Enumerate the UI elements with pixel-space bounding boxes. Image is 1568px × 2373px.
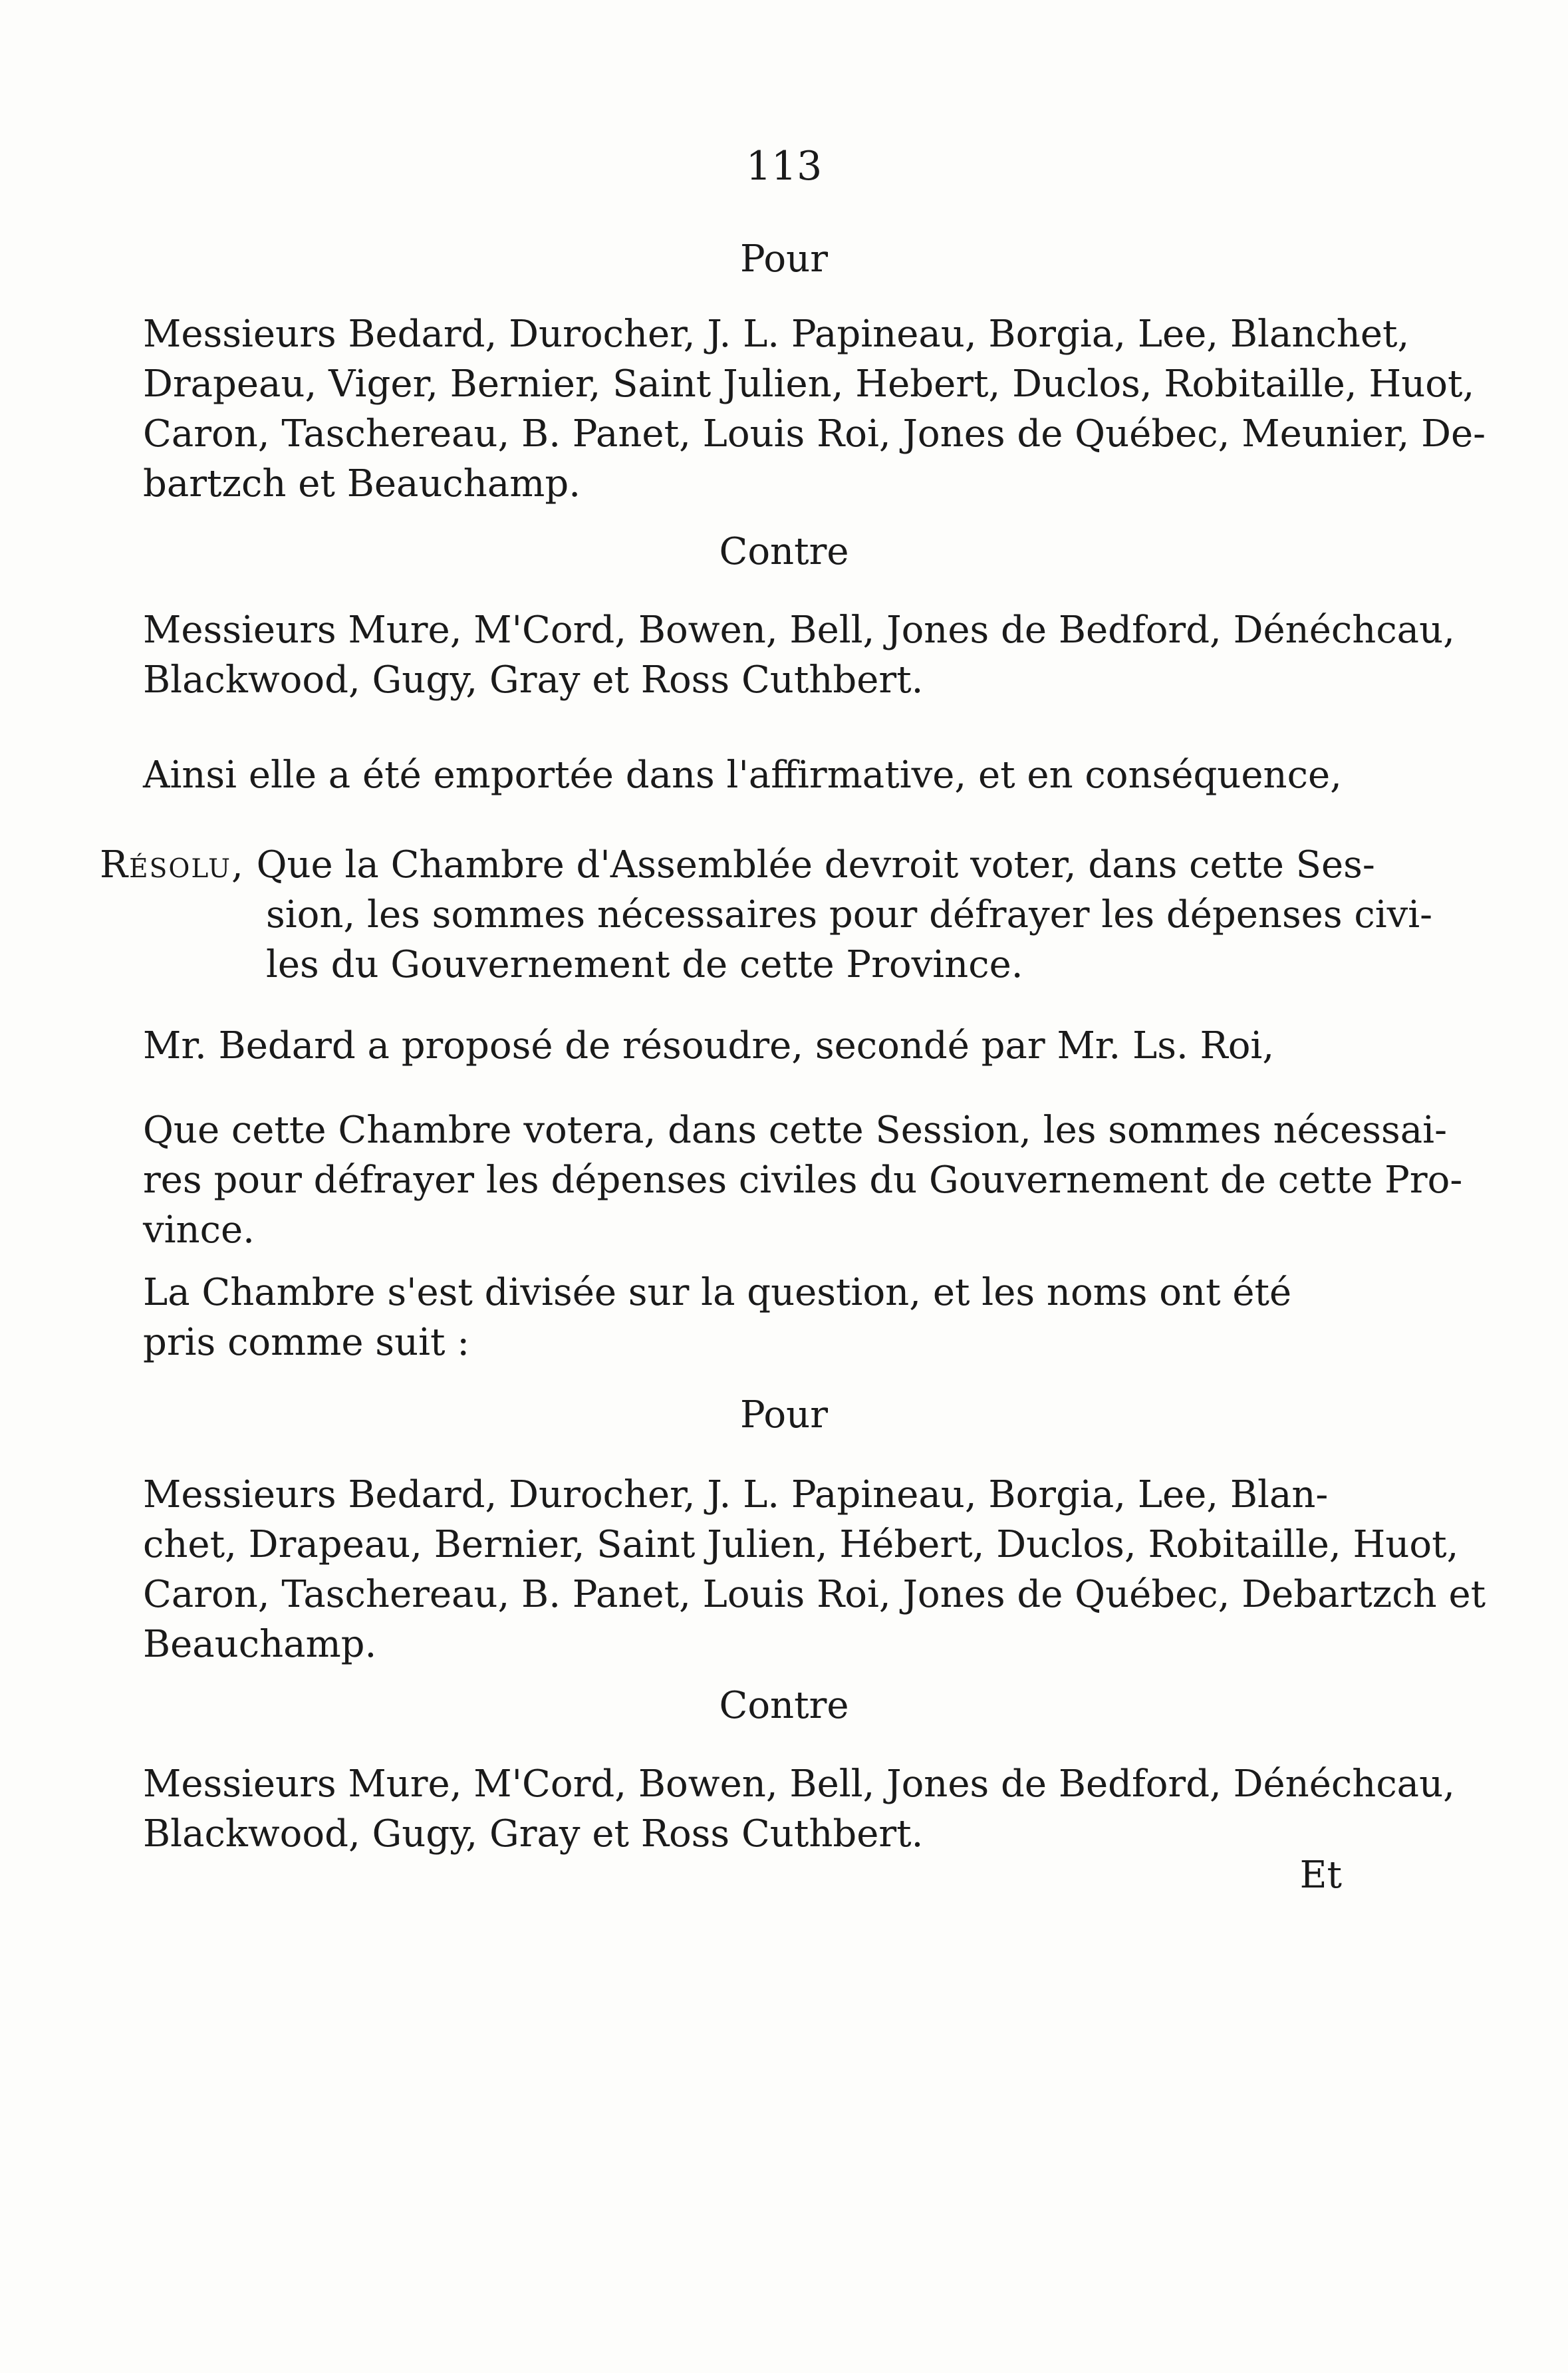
resolu-label: Résolu,	[100, 843, 245, 887]
pour-list-1-line: bartzch et Beauchamp.	[143, 462, 581, 505]
pour-heading-2: Pour	[740, 1393, 828, 1437]
contre-list-2	[100, 1759, 1455, 1859]
ainsi-paragraph: Ainsi elle a été emportée dans l'affirmative, et en conséquence,	[143, 754, 1342, 797]
resolu-paragraph	[100, 840, 1433, 990]
resolu-line: Que la Chambre d'Assemblée devroit voter, dans cette Ses-	[256, 843, 1375, 887]
pour-heading-1: Pour	[740, 237, 828, 281]
que-line: Que cette Chambre votera, dans cette Session, les sommes nécessai-	[143, 1109, 1447, 1152]
contre-list-2-line: Messieurs Mure, M'Cord, Bowen, Bell, Jones de Bedford, Dénéchcau,	[143, 1762, 1455, 1806]
page-number: 113	[745, 143, 823, 190]
resolu-line: sion, les sommes nécessaires pour défrayer les dépenses civi-	[266, 893, 1433, 936]
pour-list-1-line: Caron, Taschereau, B. Panet, Louis Roi, Jones de Québec, Meunier, De-	[143, 412, 1486, 456]
pour-list-2-line: Beauchamp.	[143, 1623, 377, 1666]
contre-list-1	[100, 605, 1455, 705]
pour-list-1-line: Messieurs Bedard, Durocher, J. L. Papineau, Borgia, Lee, Blanchet,	[143, 313, 1410, 356]
division-paragraph	[100, 1268, 1363, 1367]
division-line: pris comme suit :	[143, 1321, 470, 1364]
pour-list-2-line: Messieurs Bedard, Durocher, J. L. Papineau, Borgia, Lee, Blan-	[143, 1473, 1329, 1516]
que-line: vince.	[143, 1208, 255, 1252]
que-paragraph	[100, 1105, 1463, 1255]
contre-heading-1: Contre	[719, 530, 849, 573]
catchword: Et	[1299, 1854, 1342, 1897]
pour-list-2-line: Caron, Taschereau, B. Panet, Louis Roi, Jones de Québec, Debartzch et	[143, 1573, 1486, 1616]
contre-list-1-line: Blackwood, Gugy, Gray et Ross Cuthbert.	[143, 658, 924, 702]
contre-heading-2: Contre	[719, 1684, 849, 1727]
contre-list-1-line: Messieurs Mure, M'Cord, Bowen, Bell, Jones de Bedford, Dénéchcau,	[143, 609, 1455, 652]
resolu-line: les du Gouvernement de cette Province.	[266, 943, 1023, 986]
pour-list-1-line: Drapeau, Viger, Bernier, Saint Julien, Hebert, Duclos, Robitaille, Huot,	[143, 362, 1475, 406]
resolu-first-line	[100, 840, 1375, 890]
pour-list-2-line: chet, Drapeau, Bernier, Saint Julien, Hébert, Duclos, Robitaille, Huot,	[143, 1523, 1459, 1566]
contre-list-2-line: Blackwood, Gugy, Gray et Ross Cuthbert.	[143, 1812, 924, 1856]
division-line: La Chambre s'est divisée sur la question, et les noms ont été	[143, 1271, 1292, 1314]
motion-paragraph: Mr. Bedard a proposé de résoudre, secondé par Mr. Ls. Roi,	[143, 1024, 1275, 1067]
pour-list-2	[100, 1470, 1486, 1669]
que-line: res pour défrayer les dépenses civiles du Gouvernement de cette Pro-	[143, 1159, 1463, 1202]
pour-list-1	[100, 309, 1486, 509]
